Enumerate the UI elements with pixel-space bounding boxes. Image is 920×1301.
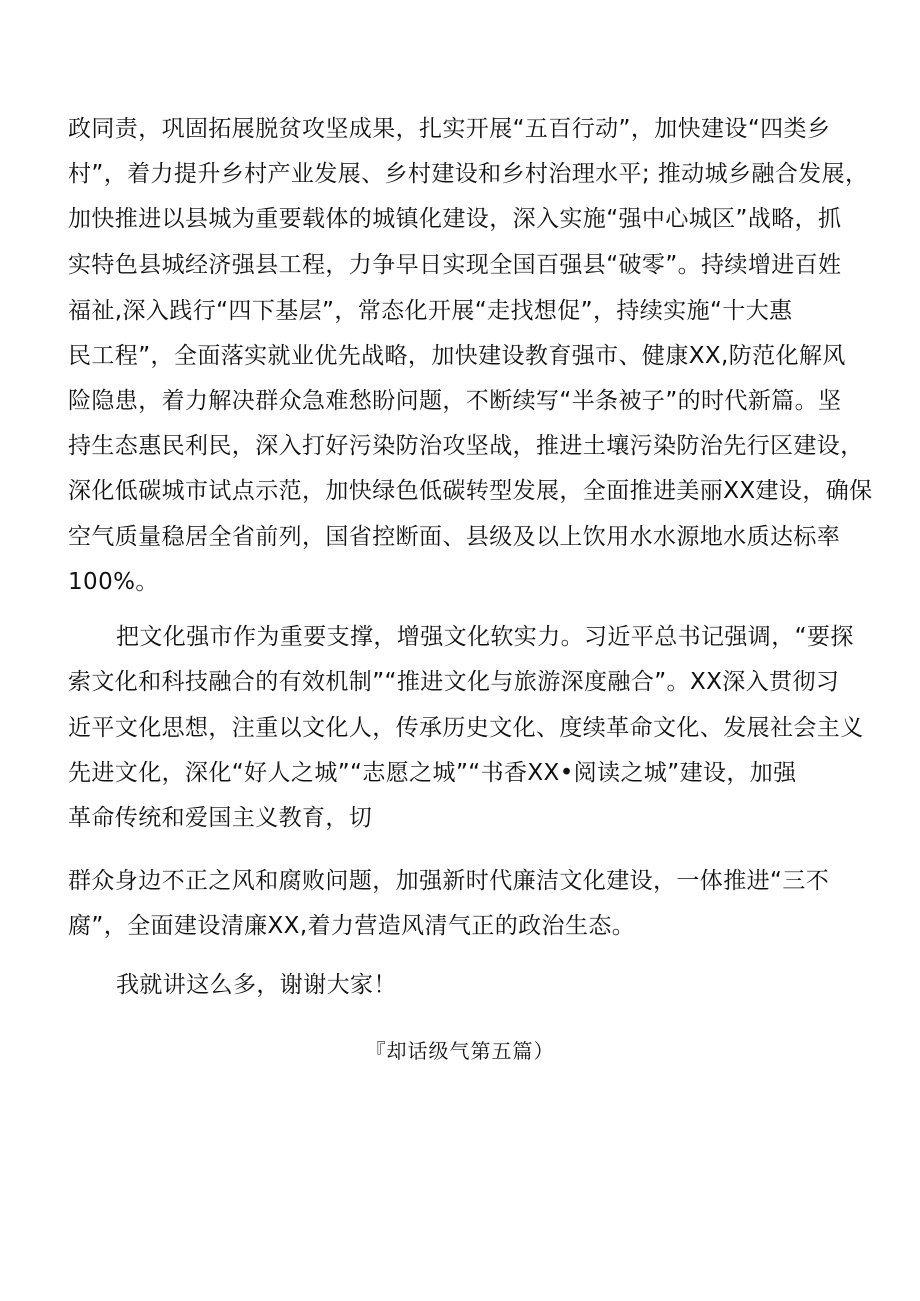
paragraph-2-line: 革命传统和爱国主义教育，切 [68, 805, 373, 831]
paragraph-1-line: 深化低碳城市试点示范，加快绿色低碳转型发展，全面推进美丽XX建设，确保 [68, 478, 873, 504]
paragraph-3-line: 群众身边不正之风和腐败问题，加强新时代廉洁文化建设，一体推进“三不 [68, 868, 830, 894]
paragraph-1-line: 政同责，巩固拓展脱贫攻坚成果，扎实开展“五百行动”，加快建设“四类乡 [68, 116, 831, 142]
closing-remark: 我就讲这么多，谢谢大家！ [116, 972, 397, 998]
paragraph-1-line: 村”，着力提升乡村产业发展、乡村建设和乡村治理水平; 推动城乡融合发展， [68, 161, 869, 187]
section-title: 『却话级气第五篇） [365, 1039, 555, 1063]
paragraph-1-line: 空气质量稳居全省前列，国省控断面、县级及以上饮用水水源地水质达标率 [68, 524, 841, 550]
paragraph-2-line: 把文化强市作为重要支撑，增强文化软实力。习近平总书记强调，“要探 [116, 624, 854, 650]
paragraph-1-line: 加快推进以县城为重要载体的城镇化建设，深入实施“强中心城区”战略，抓 [68, 206, 842, 232]
paragraph-1-line: 福祉,深入践行“四下基层”，常态化开展“走找想促”，持续实施“十大惠 [68, 298, 793, 324]
paragraph-1-line: 100%。 [68, 569, 159, 595]
paragraph-2-line: 近平文化思想，注重以文化人，传承历史文化、度续革命文化、发展社会主义 [68, 715, 864, 741]
paragraph-3-line: 腐”，全面建设清廉XX,着力营造风清气正的政治生态。 [68, 913, 636, 939]
paragraph-2-line: 先进文化，深化“好人之城”“志愿之城”“书香XX•阅读之城”建设，加强 [68, 760, 797, 786]
paragraph-1-line: 险隐患，着力解决群众急难愁盼问题，不断续写“半条被子”的时代新篇。坚 [68, 388, 842, 414]
paragraph-1-line: 持生态惠民利民，深入打好污染防治攻坚战，推进土壤污染防治先行区建设， [68, 433, 864, 459]
paragraph-1-line: 实特色县城经济强县工程，力争早日实现全国百强县“破零”。持续增进百姓 [68, 252, 842, 278]
paragraph-2-line: 索文化和科技融合的有效机制”“推进文化与旅游深度融合”。XX深入贯彻习 [68, 669, 840, 695]
paragraph-1-line: 民工程”，全面落实就业优先战略，加快建设教育强市、健康XX,防范化解风 [68, 343, 846, 369]
